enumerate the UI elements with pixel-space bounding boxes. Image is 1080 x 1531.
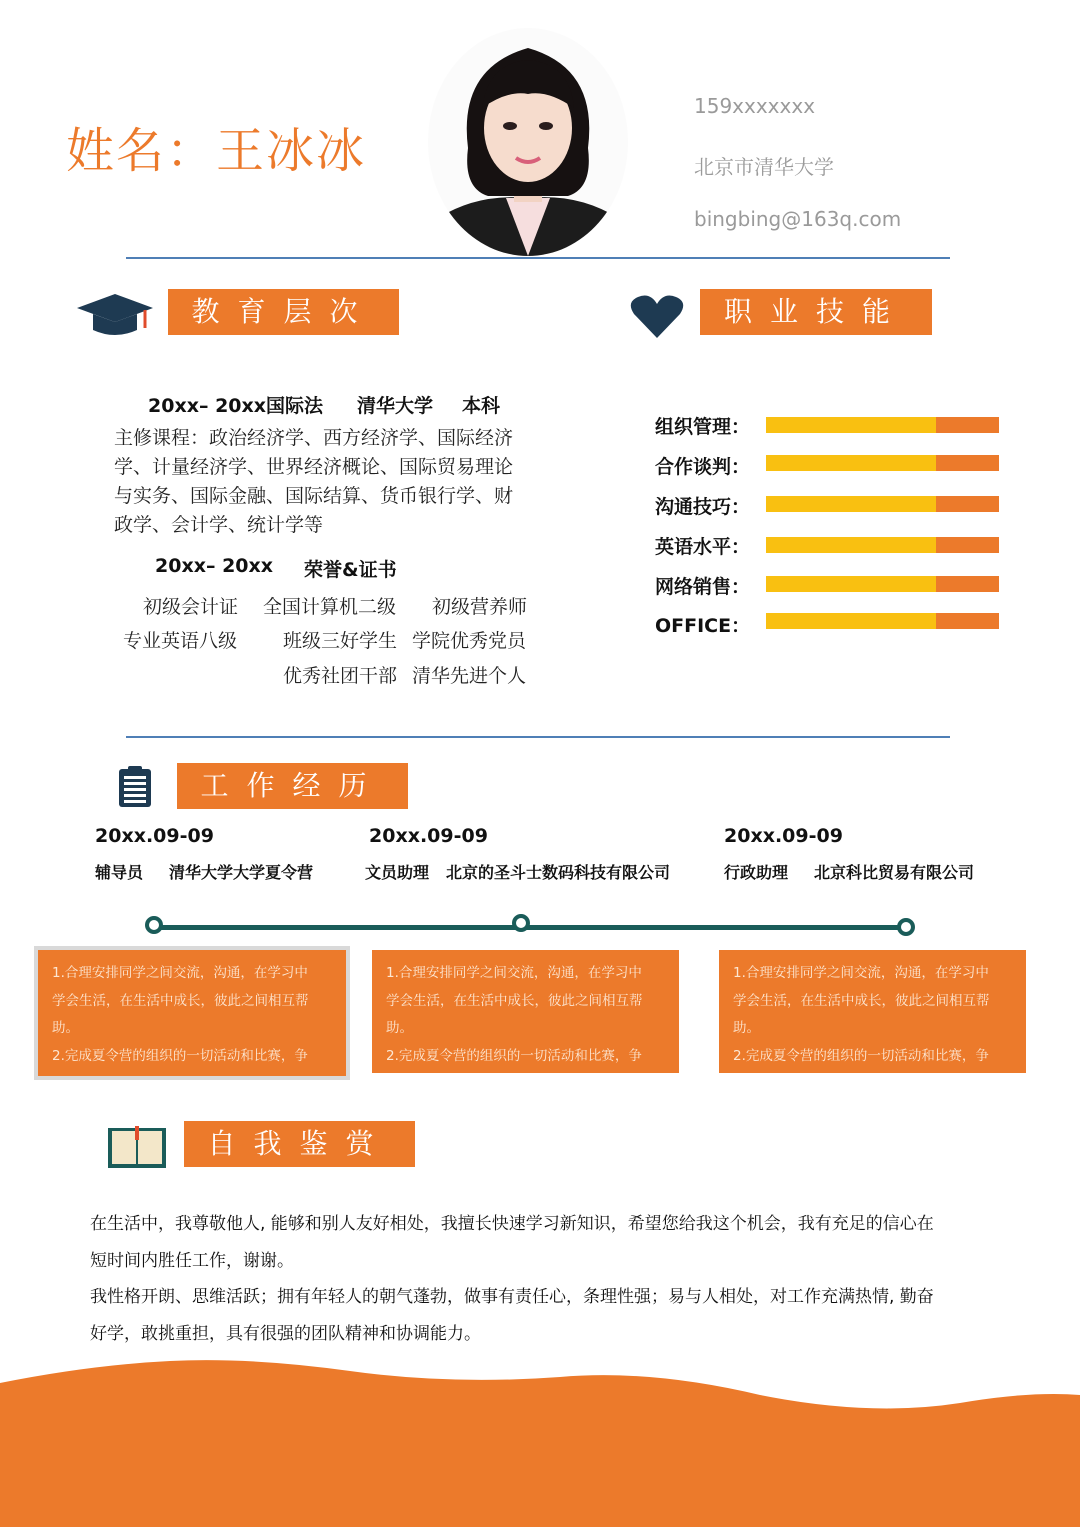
divider [126,257,950,259]
job-desc-line: 2.完成夏令营的组织的一切活动和比赛，争 [52,1047,308,1064]
job-desc-line: 2.完成夏令营的组织的一切活动和比赛，争 [733,1047,989,1064]
job-date: 20xx.09-09 [95,825,214,847]
job-desc-line: 1.合理安排同学之间交流，沟通，在学习中 [733,965,989,981]
skill-label: 沟通技巧： [655,496,751,518]
skill-bar-fill [766,613,936,629]
skill-bar [766,455,999,471]
self-eval-line: 我性格开朗、思维活跃；拥有年轻人的朝气蓬勃，做事有责任心，条理性强；易与人相处，对工作充满热情, 勤奋 [90,1287,934,1307]
skill-bar-fill [766,537,936,553]
graduation-cap-icon [75,292,155,342]
skill-label: 英语水平： [655,536,751,558]
course-line: 与实务、国际金融、国际结算、货币银行学、财 [114,485,514,507]
timeline-dot [145,916,163,934]
job-desc-line: 学会生活，在生活中成长，彼此之间相互帮 [386,992,643,1009]
skill-bar [766,613,999,629]
education-period: 20xx– 20xx国际法 [148,395,324,417]
honor-item: 全国计算机二级 [263,596,397,618]
skill-label: 网络销售： [655,576,751,598]
skill-label: 组织管理： [655,416,751,438]
timeline-line [155,925,907,930]
job-date: 20xx.09-09 [369,825,488,847]
job-role: 文员助理 [365,863,430,882]
footer-wave [0,1355,1080,1531]
job-desc-line: 1.合理安排同学之间交流，沟通，在学习中 [386,965,642,981]
self-eval-line: 在生活中，我尊敬他人, 能够和别人友好相处，我擅长快速学习新知识，希望您给我这个机会，我有充足的信心在 [90,1214,934,1234]
course-line: 学、计量经济学、世界经济概论、国际贸易理论 [114,456,514,478]
job-org: 清华大学大学夏令营 [169,863,314,882]
course-line: 主修课程：政治经济学、西方经济学、国际经济 [114,427,514,449]
clipboard-icon [118,766,152,812]
profile-photo [428,28,628,256]
education-school: 清华大学 [357,395,434,417]
job-org: 北京科比贸易有限公司 [814,863,975,882]
contact-email: bingbing@163q.com [694,207,902,231]
education-courses [114,424,544,540]
honor-item: 初级会计证 [143,596,239,618]
job-role: 行政助理 [724,863,789,882]
honors-title: 荣誉&证书 [304,559,397,581]
section-title-work: 工作经历 [177,763,408,809]
honor-item: 专业英语八级 [123,630,238,652]
job-desc-line: 助。 [733,1020,760,1036]
job-role: 辅导员 [95,863,144,882]
job-description-card [38,950,346,1076]
skill-bar-fill [766,576,936,592]
timeline-dot [897,918,915,936]
skill-label: OFFICE： [655,615,751,637]
education-level: 本科 [462,395,501,417]
self-eval-line: 好学，敢挑重担，具有很强的团队精神和协调能力。 [90,1323,481,1344]
book-icon [107,1126,167,1174]
course-line: 政学、会计学、统计学等 [114,514,324,536]
contact-phone: 159xxxxxxx [694,94,816,118]
heart-icon [630,294,684,344]
section-title-skills: 职业技能 [700,289,932,335]
honor-item: 优秀社团干部 [283,665,398,687]
skill-bar [766,576,999,592]
honor-item: 初级营养师 [432,596,528,618]
section-title-self-eval: 自我鉴赏 [184,1121,415,1167]
job-desc-line: 助。 [386,1020,413,1036]
job-desc-line: 学会生活，在生活中成长，彼此之间相互帮 [52,992,309,1009]
job-date: 20xx.09-09 [724,825,843,847]
skill-label: 合作谈判： [655,456,751,478]
resume-name: 姓名：王冰冰 [66,123,367,179]
divider [126,736,950,738]
skill-bar-fill [766,417,936,433]
contact-address: 北京市清华大学 [694,155,834,179]
job-desc-line: 学会生活，在生活中成长，彼此之间相互帮 [733,992,990,1009]
skill-bar [766,417,999,433]
honors-period: 20xx– 20xx [155,555,274,577]
job-desc-line: 1.合理安排同学之间交流，沟通，在学习中 [52,965,308,981]
job-desc-line: 2.完成夏令营的组织的一切活动和比赛，争 [386,1047,642,1064]
job-desc-line: 助。 [52,1020,79,1036]
self-eval-line: 短时间内胜任工作，谢谢。 [90,1250,294,1271]
honor-item: 学院优秀党员 [412,630,527,652]
self-evaluation-text [90,1206,1000,1352]
timeline-dot [512,914,530,932]
honor-item: 班级三好学生 [283,630,398,652]
honor-item: 清华先进个人 [412,665,527,687]
skill-bar [766,496,999,512]
job-org: 北京的圣斗士数码科技有限公司 [446,863,671,882]
job-description-card [372,950,679,1073]
section-title-education: 教育层次 [168,289,399,335]
job-description-card [719,950,1026,1073]
skill-bar [766,537,999,553]
skill-bar-fill [766,496,936,512]
skill-bar-fill [766,455,936,471]
